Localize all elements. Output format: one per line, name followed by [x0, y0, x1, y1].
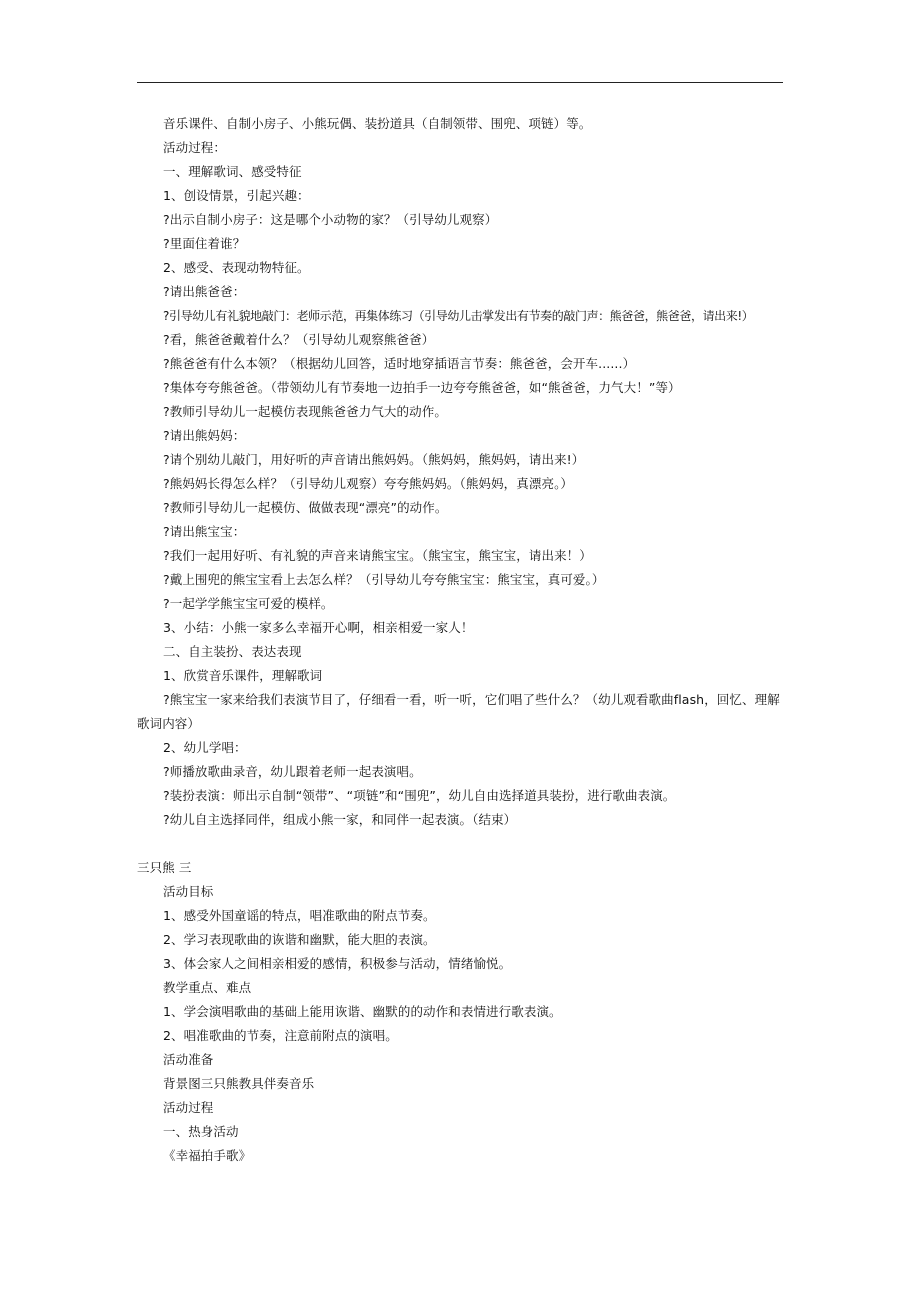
text-line: 3、体会家人之间相亲相爱的感情，积极参与活动，情绪愉悦。 [163, 956, 512, 971]
text-line: 一、热身活动 [163, 1124, 239, 1139]
text-line: ?熊爸爸有什么本领？（根据幼儿回答，适时地穿插语言节奏：熊爸爸，会开车......） [163, 356, 636, 371]
text-line: ?看，熊爸爸戴着什么？（引导幼儿观察熊爸爸） [163, 332, 435, 347]
text-line: 背景图三只熊教具伴奏音乐 [163, 1076, 315, 1091]
text-line: 1、感受外国童谣的特点，唱准歌曲的附点节奏。 [163, 908, 436, 923]
text-line: ?请出熊爸爸： [163, 284, 246, 299]
text-line: 二、自主装扮、表达表现 [163, 644, 302, 659]
text-line: 活动目标 [163, 884, 214, 899]
text-line: ?教师引导幼儿一起模仿、做做表现“漂亮”的动作。 [163, 500, 448, 515]
text-line: ?出示自制小房子：这是哪个小动物的家？（引导幼儿观察） [163, 212, 498, 227]
text-line: 3、小结：小熊一家多么幸福开心啊，相亲相爱一家人！ [163, 620, 474, 635]
text-line: ?师播放歌曲录音，幼儿跟着老师一起表演唱。 [163, 764, 422, 779]
text-line: 2、学习表现歌曲的诙谐和幽默，能大胆的表演。 [163, 932, 436, 947]
text-line: 音乐课件、自制小房子、小熊玩偶、装扮道具（自制领带、围兜、项链）等。 [163, 116, 592, 131]
text-line: ?请个别幼儿敲门，用好听的声音请出熊妈妈。（熊妈妈，熊妈妈，请出来!） [163, 452, 585, 467]
text-line: ?引导幼儿有礼貌地敲门：老师示范，再集体练习（引导幼儿击掌发出有节奏的敲门声：熊爸爸，熊爸爸，请出来!） [163, 309, 754, 323]
text-line: 2、唱准歌曲的节奏，注意前附点的演唱。 [163, 1028, 398, 1043]
text-line: 教学重点、难点 [163, 980, 252, 995]
text-line: ?里面住着谁？ [163, 236, 246, 251]
text-line: 活动过程 [163, 1100, 214, 1115]
text-line: ?教师引导幼儿一起模仿表现熊爸爸力气大的动作。 [163, 404, 447, 419]
blank-line [137, 832, 787, 856]
text-line: ?请出熊宝宝： [163, 524, 246, 539]
text-line: 一、理解歌词、感受特征 [163, 164, 302, 179]
text-line: ?集体夸夸熊爸爸。（带领幼儿有节奏地一边拍手一边夸夸熊爸爸，如“熊爸爸，力气大！”等） [163, 380, 681, 395]
header-rule [137, 82, 783, 83]
text-line: 1、欣赏音乐课件，理解歌词 [163, 668, 323, 683]
text-line: ?熊妈妈长得怎么样？（引导幼儿观察）夸夸熊妈妈。（熊妈妈，真漂亮。） [163, 476, 574, 491]
text-line: 活动准备 [163, 1052, 214, 1067]
text-line: ?请出熊妈妈： [163, 428, 246, 443]
text-line: 2、幼儿学唱： [163, 740, 247, 755]
text-line: ?一起学学熊宝宝可爱的模样。 [163, 596, 334, 611]
text-line: ?装扮表演：师出示自制“领带”、“项链”和“围兜”，幼儿自由选择道具装扮，进行歌曲表演。 [163, 788, 676, 803]
text-line: ?幼儿自主选择同伴，组成小熊一家，和同伴一起表演。（结束） [163, 812, 517, 827]
text-line: ?戴上围兜的熊宝宝看上去怎么样？（引导幼儿夸夸熊宝宝：熊宝宝，真可爱。） [163, 572, 605, 587]
text-line: 活动过程： [163, 140, 227, 155]
text-line: 1、学会演唱歌曲的基础上能用诙谐、幽默的的动作和表情进行歌表演。 [163, 1004, 562, 1019]
document-body [137, 112, 787, 1168]
text-line: 2、感受、表现动物特征。 [163, 260, 310, 275]
text-line: ?我们一起用好听、有礼貌的声音来请熊宝宝。（熊宝宝，熊宝宝，请出来！） [163, 548, 592, 563]
text-line: 1、创设情景，引起兴趣： [163, 188, 310, 203]
section-title: 三只熊 三 [137, 860, 192, 875]
wrapped-paragraph: ?熊宝宝一家来给我们表演节目了，仔细看一看，听一听，它们唱了些什么？（幼儿观看歌曲flash，回忆、理解歌词内容） [137, 692, 780, 731]
text-line: 《幸福拍手歌》 [163, 1148, 252, 1163]
